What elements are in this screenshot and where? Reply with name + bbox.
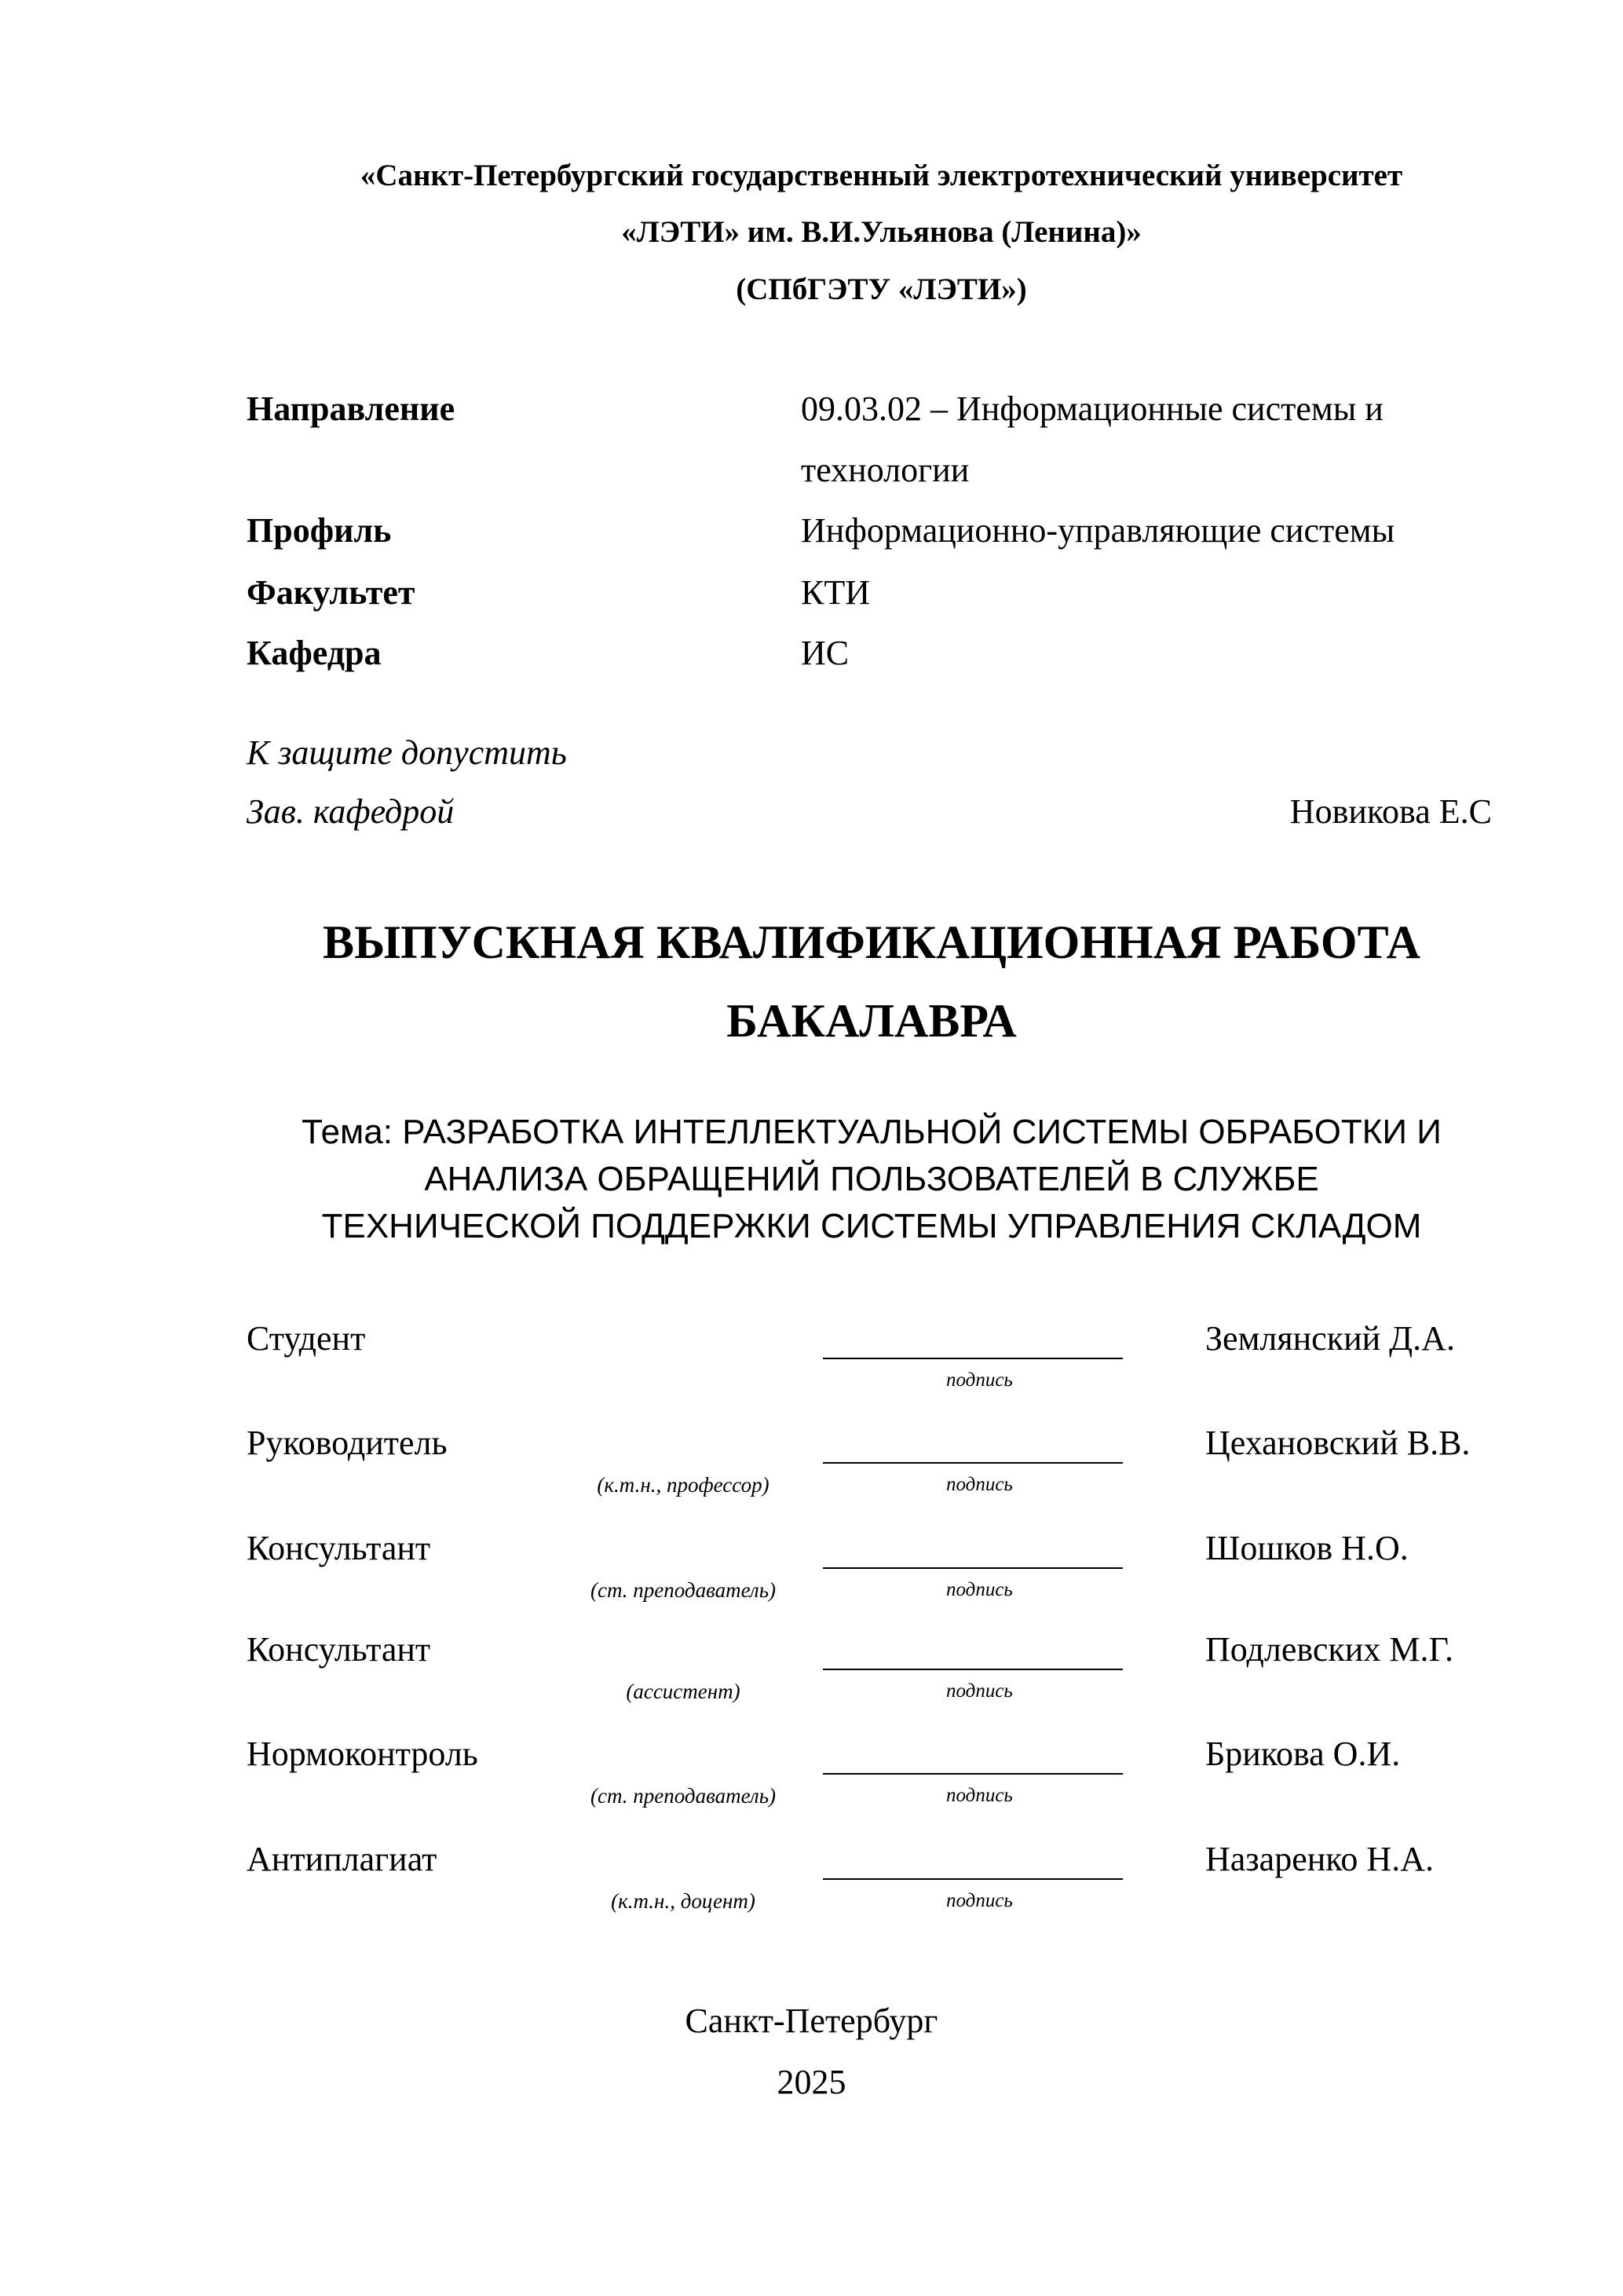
signatory-rank: (ст. преподаватель) (590, 1784, 776, 1808)
work-title-line2: БАКАЛАВРА (726, 995, 1017, 1047)
signatory-name: Землянский Д.А. (1205, 1319, 1455, 1358)
footer-year: 2025 (777, 2063, 846, 2101)
faculty-label: Факультет (247, 573, 415, 612)
signatory-name: Подлевских М.Г. (1205, 1630, 1453, 1669)
topic-line2: АНАЛИЗА ОБРАЩЕНИЙ ПОЛЬЗОВАТЕЛЕЙ В СЛУЖБЕ (424, 1160, 1319, 1198)
signature-line (823, 1773, 1123, 1775)
signatory-rank: (ст. преподаватель) (590, 1578, 776, 1602)
signatory-rank: (ассистент) (626, 1680, 740, 1703)
signatory-role: Нормоконтроль (247, 1735, 478, 1773)
signatory-role: Антиплагиат (247, 1840, 437, 1878)
faculty-value: КТИ (801, 573, 870, 612)
university-name-line2: «ЛЭТИ» им. В.И.Ульянова (Ленина)» (621, 215, 1142, 249)
direction-label: Направление (247, 389, 455, 428)
signatory-name: Брикова О.И. (1205, 1735, 1401, 1773)
signatory-name: Цехановский В.В. (1205, 1424, 1471, 1462)
signature-line (823, 1669, 1123, 1670)
signature-line (823, 1358, 1123, 1359)
department-label: Кафедра (247, 634, 382, 672)
signatory-role: Руководитель (247, 1424, 448, 1462)
approval-line1: К защите допустить (247, 733, 567, 772)
university-abbreviation: (СПбГЭТУ «ЛЭТИ») (736, 272, 1027, 306)
signatory-rank: (к.т.н., доцент) (611, 1889, 755, 1913)
signatory-role: Консультант (247, 1529, 431, 1567)
signature-caption: подпись (946, 1680, 1013, 1702)
signature-caption: подпись (946, 1890, 1013, 1911)
department-head-name: Новикова Е.С (1289, 792, 1492, 831)
signatory-rank: (к.т.н., профессор) (597, 1473, 769, 1497)
footer-city: Санкт-Петербург (685, 2002, 938, 2040)
university-name-line1: «Санкт-Петербургский государственный электротехнический университет (360, 159, 1403, 192)
work-title-line1: ВЫПУСКНАЯ КВАЛИФИКАЦИОННАЯ РАБОТА (323, 916, 1420, 968)
signature-caption: подпись (946, 1785, 1013, 1806)
approval-line2: Зав. кафедрой (247, 792, 455, 831)
profile-label: Профиль (247, 511, 392, 550)
signature-caption: подпись (946, 1369, 1013, 1391)
signatory-role: Студент (247, 1319, 366, 1358)
signatory-name: Назаренко Н.А. (1205, 1840, 1434, 1878)
signature-line (823, 1878, 1123, 1880)
topic-line1: Тема: РАЗРАБОТКА ИНТЕЛЛЕКТУАЛЬНОЙ СИСТЕМЫ ОБРАБОТКИ И (302, 1113, 1442, 1151)
signature-caption: подпись (946, 1474, 1013, 1495)
direction-value-line2: технологии (801, 451, 970, 489)
signature-line (823, 1462, 1123, 1464)
department-value: ИС (801, 634, 850, 672)
signatory-role: Консультант (247, 1630, 431, 1669)
profile-value: Информационно-управляющие системы (801, 511, 1395, 550)
signatory-name: Шошков Н.О. (1205, 1529, 1409, 1567)
signature-caption: подпись (946, 1579, 1013, 1600)
signature-line (823, 1567, 1123, 1569)
direction-value-line1: 09.03.02 – Информационные системы и (801, 389, 1384, 428)
topic-line3: ТЕХНИЧЕСКОЙ ПОДДЕРЖКИ СИСТЕМЫ УПРАВЛЕНИЯ СКЛАДОМ (321, 1207, 1422, 1245)
